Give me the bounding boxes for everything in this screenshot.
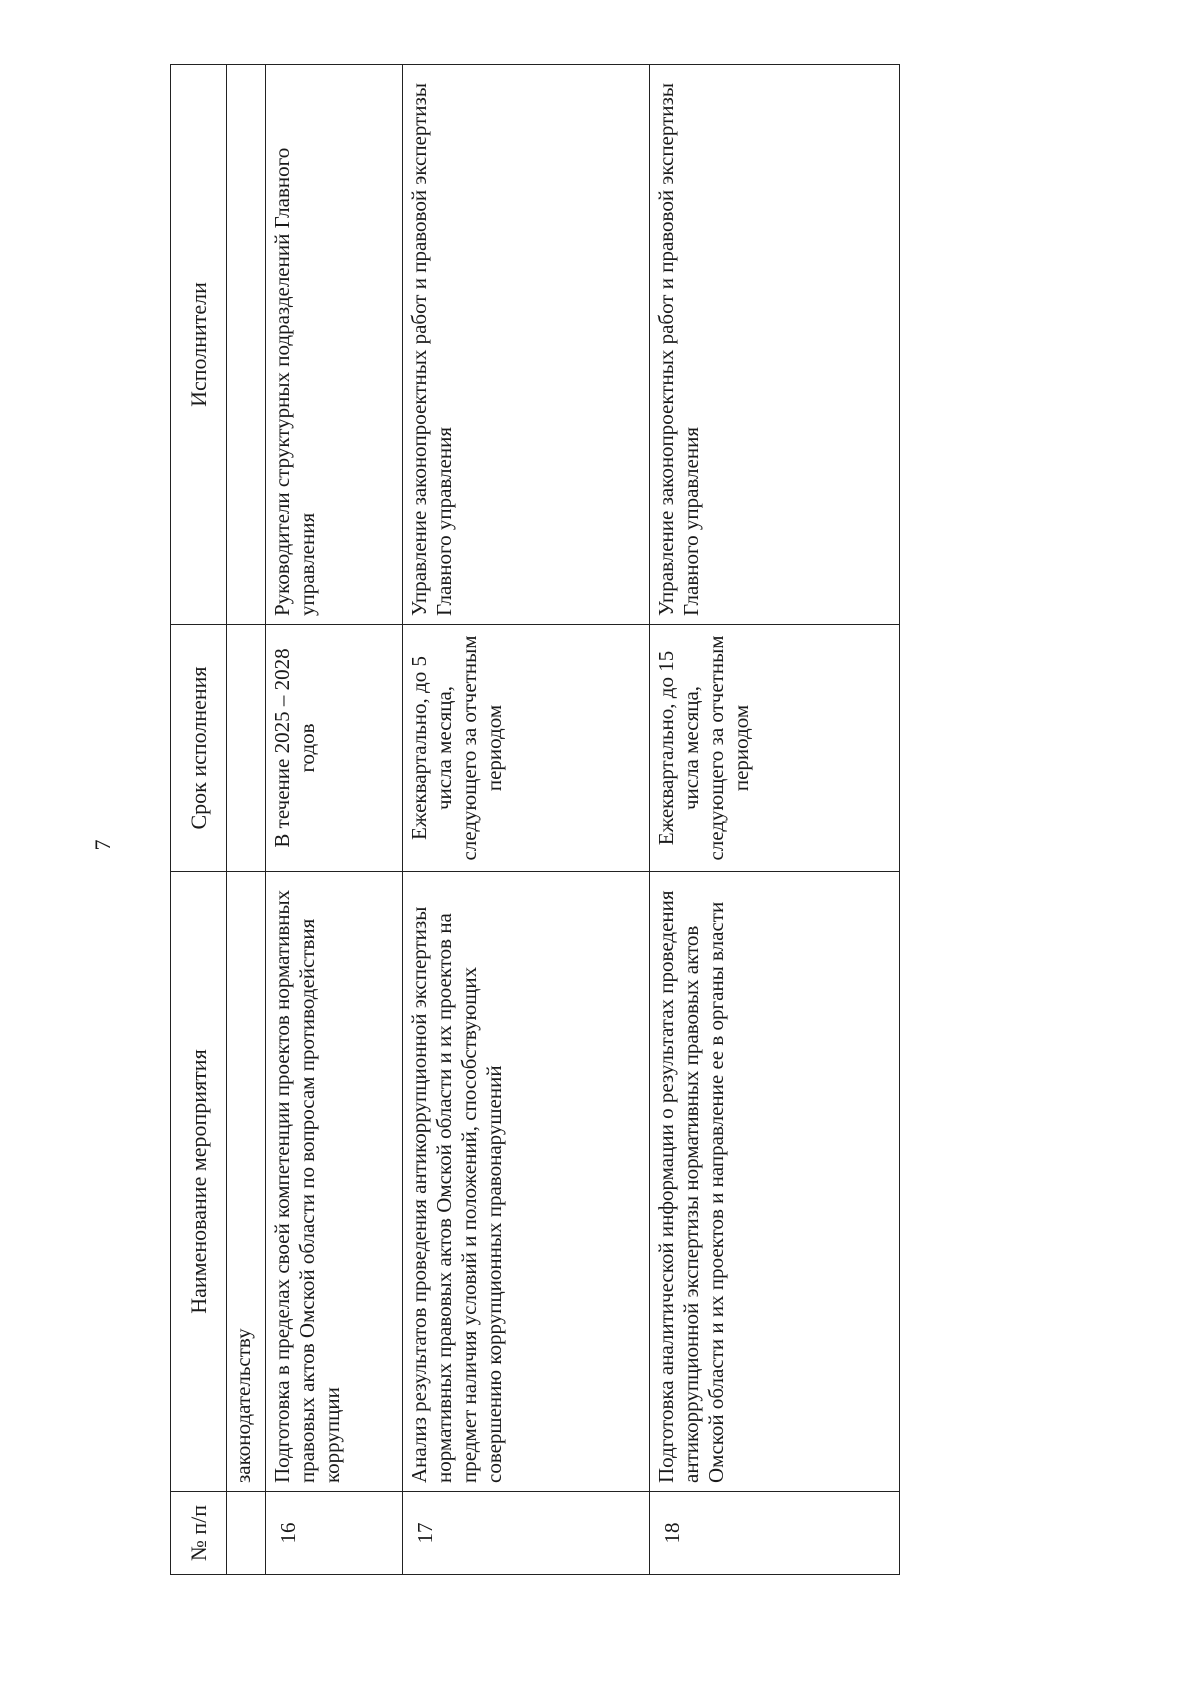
cell-term: Ежеквартально, до 5 числа месяца, следующего за отчетным периодом: [403, 625, 650, 872]
cell-name: Подготовка в пределах своей компетенции проектов нормативных правовых актов Омской области по вопросам противодействия коррупции: [266, 872, 403, 1492]
cell-executors: Управление законопроектных работ и правовой экспертизы Главного управления: [403, 65, 650, 625]
header-term: Срок исполнения: [171, 625, 227, 872]
cell-executors: Управление законопроектных работ и правовой экспертизы Главного управления: [650, 65, 900, 625]
table-row: [266, 65, 403, 1575]
cell-name: Анализ результатов проведения антикоррупционной экспертизы нормативных правовых актов Омской области и их проектов на предмет наличия условий и положений, способствующих совершению коррупционных правонарушений: [403, 872, 650, 1492]
cell-num: [227, 1492, 266, 1575]
header-executors: Исполнители: [171, 65, 227, 625]
cell-executors: Руководители структурных подразделений Главного управления: [266, 65, 403, 625]
measures-table: [170, 64, 900, 1575]
cell-num: 18: [650, 1492, 900, 1575]
cell-name: Подготовка аналитической информации о результатах проведения антикоррупционной экспертизы нормативных правовых актов Омской области и их проектов и направление ее в органы власти: [650, 872, 900, 1492]
cell-term: В течение 2025 – 2028 годов: [266, 625, 403, 872]
table-row-continuation: [227, 65, 266, 1575]
table-header-row: [171, 65, 227, 1575]
header-num: № п/п: [171, 1492, 227, 1575]
cell-num: 16: [266, 1492, 403, 1575]
table-row: [403, 65, 650, 1575]
cell-term: Ежеквартально, до 15 числа месяца, следующего за отчетным периодом: [650, 625, 900, 872]
rotated-table-wrapper: [170, 65, 900, 1575]
cell-name: законодательству: [227, 872, 266, 1492]
page-number: 7: [90, 839, 115, 851]
cell-term: [227, 625, 266, 872]
cell-num: 17: [403, 1492, 650, 1575]
cell-executors: [227, 65, 266, 625]
table-row: [650, 65, 900, 1575]
header-name: Наименование мероприятия: [171, 872, 227, 1492]
